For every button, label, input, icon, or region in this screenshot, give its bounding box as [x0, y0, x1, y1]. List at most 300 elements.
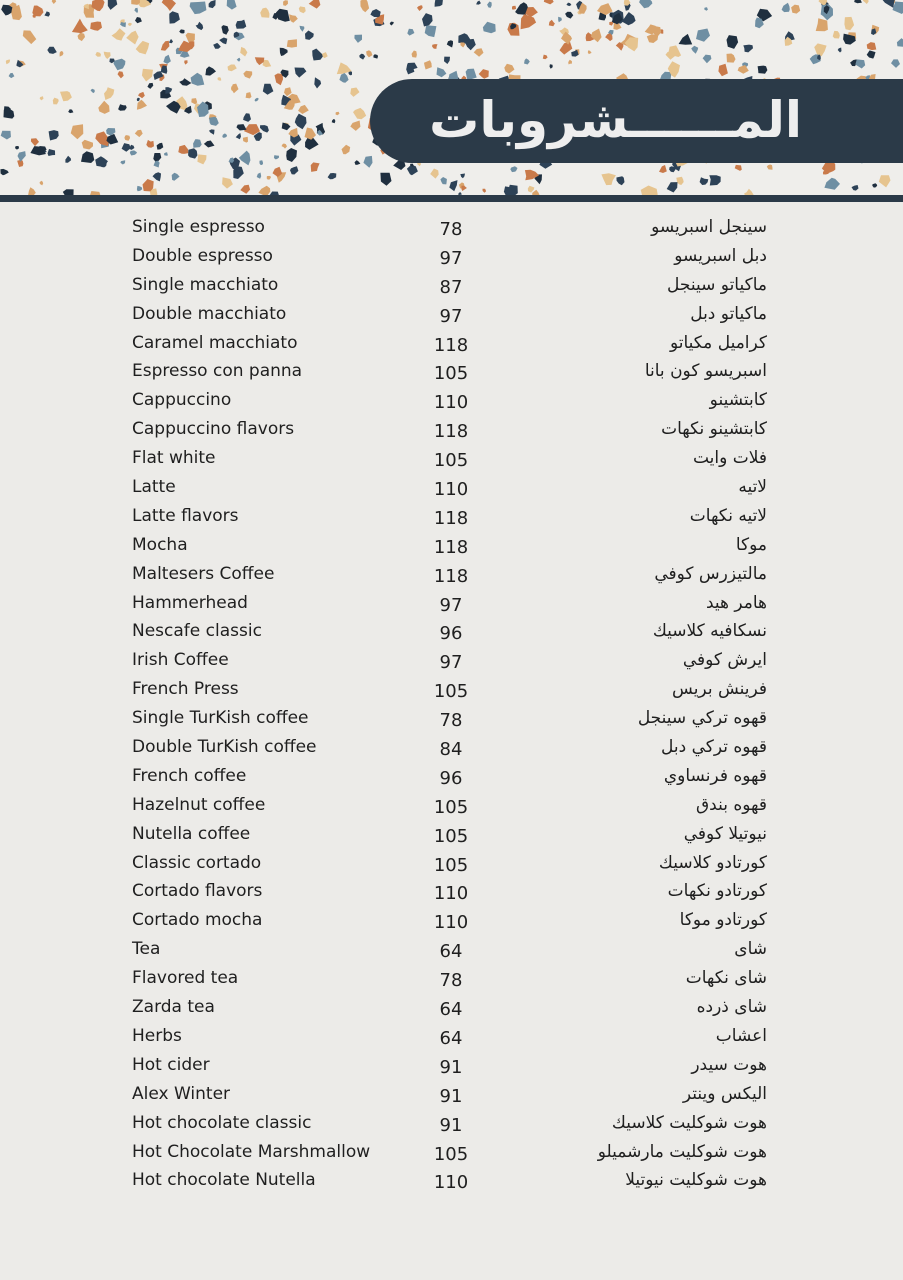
terrazzo-chip — [591, 29, 602, 43]
terrazzo-chip — [521, 14, 537, 29]
item-name-en: Cortado flavors — [132, 881, 263, 902]
terrazzo-chip — [157, 143, 164, 150]
item-name-ar: كورتادو كلاسيك — [658, 852, 767, 873]
item-price: 97 — [439, 247, 463, 269]
terrazzo-chip — [283, 0, 288, 6]
terrazzo-chip — [659, 165, 667, 173]
terrazzo-chip — [566, 3, 571, 7]
terrazzo-chip — [487, 2, 492, 8]
item-price: 110 — [433, 912, 469, 934]
terrazzo-chip — [373, 54, 378, 58]
terrazzo-chip — [295, 68, 307, 78]
terrazzo-chip — [791, 5, 800, 14]
item-name-en: Classic cortado — [132, 852, 262, 873]
item-name-en: French coffee — [132, 765, 247, 786]
terrazzo-chip — [213, 43, 221, 49]
terrazzo-chip — [422, 13, 433, 26]
menu-row — [0, 1022, 903, 1051]
item-name-en: Latte — [132, 477, 176, 498]
item-price: 64 — [439, 1027, 463, 1049]
terrazzo-chip — [782, 3, 790, 12]
terrazzo-chip — [130, 150, 137, 155]
item-name-ar: فرينش بريس — [672, 679, 767, 700]
item-name-ar: هوت سيدر — [691, 1054, 767, 1075]
terrazzo-chip — [601, 173, 616, 185]
terrazzo-chip — [727, 54, 736, 63]
terrazzo-chip — [512, 6, 516, 10]
item-name-ar: قهوه تركي دبل — [660, 737, 767, 758]
item-name-ar: كورتادو موكا — [679, 910, 767, 931]
item-name-ar: اسبريسو كون بانا — [644, 361, 767, 382]
menu-row — [0, 271, 903, 300]
terrazzo-chip — [430, 169, 439, 179]
terrazzo-chip — [243, 71, 252, 79]
terrazzo-chip — [49, 130, 59, 140]
item-name-en: Cappuccino flavors — [132, 419, 295, 440]
terrazzo-chip — [60, 51, 64, 57]
terrazzo-chip — [300, 26, 305, 32]
terrazzo-chip — [243, 113, 251, 122]
terrazzo-chip — [328, 173, 337, 179]
terrazzo-chip — [483, 22, 496, 34]
item-name-en: Hot Chocolate Marshmallow — [132, 1141, 371, 1162]
terrazzo-chip — [128, 23, 132, 26]
item-name-ar: نيوتيلا كوفي — [683, 823, 767, 844]
terrazzo-chip — [134, 8, 138, 13]
item-name-en: French Press — [132, 679, 239, 700]
item-price: 118 — [433, 334, 469, 356]
item-name-ar: كورتادو نكهات — [667, 881, 767, 902]
terrazzo-chip — [767, 165, 773, 170]
terrazzo-chip — [162, 0, 176, 11]
terrazzo-chip — [138, 92, 145, 98]
terrazzo-chip — [104, 87, 114, 100]
terrazzo-chip — [348, 71, 352, 75]
menu-row — [0, 473, 903, 502]
terrazzo-chip — [222, 177, 233, 188]
terrazzo-chip — [135, 130, 143, 137]
terrazzo-chip — [727, 35, 739, 49]
item-price: 110 — [433, 1172, 469, 1194]
terrazzo-chip — [833, 31, 840, 39]
item-name-en: Caramel macchiato — [132, 332, 298, 353]
item-price: 105 — [433, 363, 469, 385]
terrazzo-chip — [363, 156, 372, 168]
terrazzo-chip — [169, 11, 180, 23]
terrazzo-chip — [282, 144, 288, 149]
item-name-ar: ماكياتو سينجل — [667, 274, 767, 295]
item-price: 78 — [439, 710, 463, 732]
terrazzo-chip — [558, 17, 562, 23]
terrazzo-chip — [879, 175, 891, 187]
item-name-ar: قهوه بندق — [695, 794, 767, 815]
item-price: 110 — [433, 883, 469, 905]
terrazzo-chip — [449, 180, 457, 191]
item-price: 97 — [439, 652, 463, 674]
menu-row — [0, 300, 903, 329]
terrazzo-chip — [295, 114, 307, 130]
terrazzo-chip — [137, 186, 142, 191]
terrazzo-chip — [476, 1, 481, 5]
item-name-en: Cortado mocha — [132, 910, 263, 931]
terrazzo-chip — [190, 2, 207, 15]
terrazzo-chip — [135, 17, 142, 23]
terrazzo-chip — [424, 60, 432, 69]
item-name-ar: كراميل مكياتو — [669, 332, 767, 353]
terrazzo-chip — [153, 172, 162, 181]
terrazzo-chip — [354, 35, 362, 43]
terrazzo-chip — [867, 50, 876, 58]
item-name-ar: اليكس وينتر — [682, 1083, 767, 1104]
terrazzo-chip — [287, 39, 297, 47]
terrazzo-chip — [322, 52, 328, 58]
menu-row — [0, 1138, 903, 1167]
item-name-en: Flat white — [132, 448, 216, 469]
item-name-en: Irish Coffee — [132, 650, 229, 671]
terrazzo-chip — [284, 87, 292, 96]
terrazzo-chip — [823, 170, 829, 175]
terrazzo-chip — [196, 22, 204, 30]
terrazzo-chip — [178, 145, 188, 154]
item-name-ar: فلات وايت — [692, 448, 767, 469]
terrazzo-chip — [205, 66, 216, 75]
terrazzo-chip — [112, 28, 126, 40]
item-price: 96 — [439, 623, 463, 645]
terrazzo-chip — [82, 140, 93, 150]
menu-row — [0, 820, 903, 849]
terrazzo-chip — [52, 0, 57, 4]
terrazzo-chip — [852, 185, 859, 191]
terrazzo-chip — [474, 48, 484, 56]
terrazzo-chip — [758, 66, 768, 74]
item-price: 118 — [433, 565, 469, 587]
item-name-ar: لاتيه نكهات — [689, 505, 767, 526]
item-name-en: Hazelnut coffee — [132, 794, 266, 815]
terrazzo-chip — [380, 173, 391, 186]
terrazzo-chip — [169, 39, 173, 43]
drinks-menu — [0, 213, 903, 1195]
terrazzo-chip — [359, 54, 365, 60]
terrazzo-chip — [288, 128, 298, 138]
item-price: 110 — [433, 479, 469, 501]
item-name-en: Latte flavors — [132, 505, 239, 526]
terrazzo-chip — [647, 34, 659, 43]
item-name-ar: مالتيزرس كوفي — [654, 563, 767, 584]
item-name-en: Hot chocolate classic — [132, 1112, 312, 1133]
item-price: 105 — [433, 825, 469, 847]
terrazzo-chip — [221, 25, 228, 35]
terrazzo-chip — [197, 154, 206, 164]
terrazzo-chip — [679, 34, 693, 45]
terrazzo-chip — [290, 166, 298, 174]
terrazzo-chip — [314, 77, 321, 88]
terrazzo-chip — [560, 42, 573, 55]
terrazzo-chip — [460, 174, 465, 179]
terrazzo-chip — [312, 49, 323, 61]
item-name-en: Cappuccino — [132, 390, 232, 411]
terrazzo-chip — [718, 64, 728, 77]
terrazzo-chip — [639, 0, 652, 8]
item-price: 118 — [433, 507, 469, 529]
terrazzo-chip — [164, 152, 168, 156]
item-name-en: Double macchiato — [132, 303, 287, 324]
terrazzo-chip — [353, 108, 366, 119]
item-name-ar: ماكياتو دبل — [690, 303, 767, 324]
terrazzo-chip — [855, 59, 865, 68]
terrazzo-chip — [60, 91, 72, 101]
terrazzo-chip — [48, 149, 56, 156]
terrazzo-chip — [146, 140, 154, 148]
terrazzo-chip — [165, 87, 172, 94]
item-price: 110 — [433, 392, 469, 414]
item-price: 64 — [439, 999, 463, 1021]
terrazzo-chip — [219, 38, 227, 45]
menu-row — [0, 1166, 903, 1195]
terrazzo-chip — [68, 109, 73, 113]
page-title: المــــــشروبات — [429, 91, 802, 149]
item-name-en: Hot cider — [132, 1054, 210, 1075]
terrazzo-chip — [370, 9, 380, 17]
terrazzo-chip — [550, 64, 553, 68]
terrazzo-chip — [228, 65, 237, 72]
terrazzo-chip — [179, 29, 184, 33]
terrazzo-chip — [366, 50, 372, 57]
item-price: 84 — [439, 739, 463, 761]
terrazzo-chip — [417, 5, 423, 11]
terrazzo-chip — [435, 0, 443, 7]
terrazzo-chip — [479, 69, 489, 79]
terrazzo-chip — [549, 20, 555, 26]
menu-row — [0, 589, 903, 618]
terrazzo-chip — [81, 151, 94, 163]
item-price: 97 — [439, 594, 463, 616]
item-name-ar: اعشاب — [715, 1025, 767, 1046]
terrazzo-chip — [108, 0, 118, 10]
item-price: 105 — [433, 854, 469, 876]
terrazzo-chip — [44, 11, 50, 16]
menu-row — [0, 1080, 903, 1109]
terrazzo-chip — [255, 98, 259, 102]
terrazzo-chip — [1, 131, 11, 140]
menu-row — [0, 849, 903, 878]
item-name-en: Nutella coffee — [132, 823, 251, 844]
terrazzo-chip — [897, 38, 903, 47]
terrazzo-chip — [191, 73, 205, 86]
terrazzo-chip — [622, 12, 636, 25]
item-price: 96 — [439, 767, 463, 789]
item-name-en: Double TurKish coffee — [132, 737, 317, 758]
menu-row — [0, 415, 903, 444]
terrazzo-chip — [275, 73, 284, 85]
item-price: 91 — [439, 1114, 463, 1136]
terrazzo-chip — [872, 183, 877, 187]
terrazzo-chip — [867, 42, 877, 50]
terrazzo-chip — [311, 162, 320, 172]
terrazzo-chip — [568, 60, 572, 65]
terrazzo-chip — [40, 96, 44, 100]
terrazzo-chip — [236, 124, 246, 130]
terrazzo-chip — [47, 47, 57, 54]
menu-row — [0, 531, 903, 560]
item-name-ar: هامر هيد — [705, 592, 767, 613]
terrazzo-chip — [350, 88, 359, 97]
item-name-en: Mocha — [132, 534, 188, 555]
terrazzo-chip — [209, 117, 219, 126]
item-name-en: Flavored tea — [132, 968, 239, 989]
terrazzo-chip — [891, 59, 900, 68]
item-name-ar: دبل اسبريسو — [674, 245, 767, 266]
item-name-en: Alex Winter — [132, 1083, 231, 1104]
item-name-en: Hot chocolate Nutella — [132, 1170, 316, 1191]
terrazzo-chip — [161, 41, 170, 51]
item-name-ar: شاى ذرده — [696, 997, 767, 1018]
terrazzo-chip — [179, 78, 191, 86]
terrazzo-chip — [65, 156, 71, 163]
menu-row — [0, 935, 903, 964]
terrazzo-chip — [339, 73, 348, 83]
item-name-ar: نسكافيه كلاسيك — [652, 621, 767, 642]
item-name-en: Double espresso — [132, 245, 273, 266]
terrazzo-chip — [309, 0, 321, 9]
item-price: 105 — [433, 681, 469, 703]
terrazzo-chip — [336, 112, 340, 115]
terrazzo-chip — [700, 177, 709, 185]
item-name-ar: قهوه فرنساوي — [663, 765, 767, 786]
terrazzo-chip — [282, 123, 291, 131]
terrazzo-chip — [432, 44, 437, 49]
item-name-ar: شاى نكهات — [685, 968, 767, 989]
item-name-ar: قهوه تركي سينجل — [637, 708, 767, 729]
item-name-ar: كابتشينو نكهات — [661, 419, 767, 440]
terrazzo-chip — [691, 46, 698, 54]
item-name-ar: لاتيه — [738, 477, 767, 498]
terrazzo-chip — [95, 52, 101, 57]
terrazzo-chip — [444, 57, 450, 64]
terrazzo-chip — [209, 0, 216, 8]
terrazzo-chip — [332, 119, 336, 123]
terrazzo-chip — [126, 31, 138, 45]
terrazzo-chip — [544, 0, 554, 4]
menu-row — [0, 502, 903, 531]
menu-row — [0, 646, 903, 675]
item-name-ar: سينجل اسبريسو — [651, 217, 767, 237]
terrazzo-chip — [91, 89, 95, 93]
menu-row — [0, 906, 903, 935]
item-name-en: Espresso con panna — [132, 361, 303, 382]
terrazzo-chip — [172, 173, 180, 181]
item-name-en: Zarda tea — [132, 997, 215, 1018]
terrazzo-chip — [565, 12, 573, 19]
terrazzo-chip — [267, 176, 271, 180]
terrazzo-chip — [137, 100, 147, 110]
terrazzo-chip — [98, 101, 109, 114]
item-name-en: Maltesers Coffee — [132, 563, 275, 584]
terrazzo-chip — [738, 65, 749, 74]
item-name-ar: هوت شوكليت كلاسيك — [611, 1112, 767, 1133]
terrazzo-chip — [709, 175, 720, 185]
item-name-ar: شاى — [734, 939, 767, 960]
menu-row — [0, 444, 903, 473]
terrazzo-chip — [90, 22, 102, 31]
item-name-en: Single espresso — [132, 217, 265, 237]
terrazzo-chip — [390, 22, 394, 26]
terrazzo-chip — [237, 58, 241, 62]
item-price: 97 — [439, 305, 463, 327]
terrazzo-chip — [286, 148, 297, 162]
menu-row — [0, 704, 903, 733]
terrazzo-chip — [667, 182, 678, 192]
terrazzo-chip — [543, 55, 548, 60]
terrazzo-chip — [838, 48, 842, 53]
menu-row — [0, 877, 903, 906]
terrazzo-chip — [260, 125, 269, 133]
terrazzo-chip — [289, 14, 298, 22]
terrazzo-chip — [260, 160, 264, 165]
terrazzo-chip — [39, 181, 43, 186]
menu-row — [0, 1109, 903, 1138]
terrazzo-chip — [298, 105, 309, 114]
banner-divider — [0, 195, 903, 202]
terrazzo-chip — [460, 42, 465, 47]
terrazzo-chip — [735, 165, 742, 171]
menu-row — [0, 329, 903, 358]
item-name-ar: موكا — [735, 534, 767, 555]
terrazzo-chip — [239, 151, 251, 166]
terrazzo-chip — [204, 141, 215, 148]
item-name-ar: ايرش كوفي — [682, 650, 767, 671]
terrazzo-chip — [893, 2, 903, 15]
item-name-en: Herbs — [132, 1025, 182, 1046]
terrazzo-chip — [616, 176, 624, 185]
menu-row — [0, 242, 903, 271]
terrazzo-chip — [78, 33, 86, 42]
terrazzo-chip — [844, 17, 854, 30]
terrazzo-chip — [243, 137, 248, 143]
terrazzo-chip — [257, 173, 262, 179]
terrazzo-chip — [222, 133, 227, 137]
terrazzo-chip — [240, 47, 247, 57]
menu-row — [0, 213, 903, 242]
terrazzo-chip — [412, 51, 417, 58]
terrazzo-chip — [9, 73, 15, 78]
terrazzo-chip — [15, 146, 19, 150]
terrazzo-chip — [31, 138, 39, 146]
item-name-ar: كابتشينو — [709, 390, 767, 411]
terrazzo-chip — [209, 129, 215, 134]
terrazzo-chip — [154, 161, 160, 168]
menu-row — [0, 675, 903, 704]
terrazzo-chip — [246, 92, 252, 98]
item-price: 91 — [439, 1085, 463, 1107]
terrazzo-chip — [137, 98, 140, 102]
terrazzo-chip — [425, 25, 437, 37]
item-price: 91 — [439, 1056, 463, 1078]
terrazzo-chip — [440, 177, 447, 184]
terrazzo-chip — [0, 169, 8, 175]
menu-row — [0, 1051, 903, 1080]
terrazzo-chip — [305, 128, 317, 140]
item-price: 87 — [439, 276, 463, 298]
menu-row — [0, 762, 903, 791]
terrazzo-chip — [184, 60, 187, 64]
terrazzo-chip — [236, 20, 247, 29]
terrazzo-chip — [260, 8, 269, 18]
terrazzo-chip — [824, 178, 840, 190]
terrazzo-chip — [118, 104, 127, 110]
terrazzo-chip — [407, 29, 414, 36]
terrazzo-chip — [299, 6, 306, 13]
item-name-en: Single TurKish coffee — [132, 708, 309, 729]
